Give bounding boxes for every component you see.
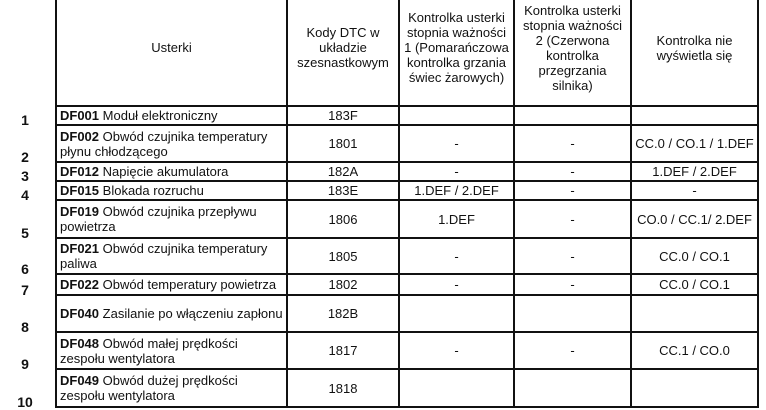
severity-2-cell: - — [514, 125, 631, 162]
severity-1-cell — [399, 369, 514, 407]
severity-1-cell: - — [399, 125, 514, 162]
fault-description: Moduł elektroniczny — [102, 108, 218, 123]
severity-1-cell: - — [399, 162, 514, 181]
fault-code: DF022 — [60, 277, 100, 292]
fault-cell — [56, 295, 287, 332]
row-number: 8 — [21, 319, 29, 335]
fault-description: Obwód małej prędkości zespołu wentylatora — [60, 335, 238, 366]
severity-1-cell — [399, 106, 514, 125]
fault-description: Obwód czujnika temperatury płynu chłodzącego — [60, 128, 268, 159]
header-no-light: Kontrolka nie wyświetla się — [631, 0, 758, 106]
fault-description: Napięcie akumulatora — [102, 164, 229, 179]
fault-description: Obwód dużej prędkości zespołu wentylatora — [60, 373, 238, 403]
fault-cell — [56, 274, 287, 295]
severity-2-cell: - — [514, 332, 631, 369]
severity-1-cell: - — [399, 274, 514, 295]
no-light-cell — [631, 369, 758, 407]
dtc-cell: 183F — [287, 106, 399, 125]
fault-cell — [56, 332, 287, 369]
table-row — [56, 125, 758, 162]
no-light-cell: CC.0 / CO.1 / 1.DEF — [631, 125, 758, 162]
fault-cell — [56, 181, 287, 200]
fault-description: Obwód czujnika temperatury paliwa — [60, 241, 268, 271]
fault-code: DF015 — [60, 183, 100, 198]
fault-description: Obwód czujnika przepływu powietrza — [60, 204, 257, 234]
severity-1-cell: - — [399, 238, 514, 274]
table-row — [56, 162, 758, 181]
severity-2-cell: - — [514, 238, 631, 274]
row-number: 4 — [21, 187, 29, 203]
severity-2-cell: - — [514, 162, 631, 181]
dtc-cell: 183E — [287, 181, 399, 200]
header-dtc: Kody DTC w układzie szesnastkowym — [287, 0, 399, 106]
table-row — [56, 238, 758, 274]
no-light-cell: - — [631, 181, 758, 200]
no-light-cell: CC.0 / CO.1 — [631, 238, 758, 274]
severity-2-cell — [514, 106, 631, 125]
table-row — [56, 295, 758, 332]
fault-description: Blokada rozruchu — [102, 183, 204, 198]
fault-description: Zasilanie po włączeniu zapłonu — [102, 306, 283, 321]
fault-code: DF049 — [60, 373, 100, 388]
dtc-table — [55, 0, 759, 408]
fault-description: Obwód temperatury powietrza — [102, 277, 277, 292]
severity-2-cell: - — [514, 274, 631, 295]
fault-cell — [56, 200, 287, 238]
fault-cell — [56, 238, 287, 274]
header-faults: Usterki — [56, 0, 287, 106]
row-number: 6 — [21, 261, 29, 277]
table-row — [56, 181, 758, 200]
dtc-cell: 182B — [287, 295, 399, 332]
fault-cell — [56, 369, 287, 407]
row-number: 1 — [21, 112, 29, 128]
dtc-cell: 1817 — [287, 332, 399, 369]
no-light-cell: CO.0 / CC.1/ 2.DEF — [631, 200, 758, 238]
table-row — [56, 369, 758, 407]
row-number: 3 — [21, 168, 29, 184]
severity-2-cell: - — [514, 181, 631, 200]
fault-cell — [56, 162, 287, 181]
fault-code: DF048 — [60, 335, 100, 351]
severity-2-cell — [514, 295, 631, 332]
fault-cell — [56, 106, 287, 125]
row-number: 5 — [21, 225, 29, 241]
fault-code: DF002 — [60, 128, 100, 144]
no-light-cell: CC.0 / CO.1 — [631, 274, 758, 295]
row-number: 9 — [21, 356, 29, 372]
header-severity-2: Kontrolka usterki stopnia ważności 2 (Czerwona kontrolka przegrzania silnika) — [514, 0, 631, 106]
severity-1-cell: - — [399, 332, 514, 369]
dtc-cell: 1818 — [287, 369, 399, 407]
dtc-cell: 1801 — [287, 125, 399, 162]
fault-cell — [56, 125, 287, 162]
no-light-cell: CC.1 / CO.0 — [631, 332, 758, 369]
row-number: 2 — [21, 149, 29, 165]
row-number: 7 — [21, 282, 29, 298]
fault-code: DF019 — [60, 204, 100, 219]
row-number: 10 — [17, 394, 33, 410]
severity-1-cell: 1.DEF / 2.DEF — [399, 181, 514, 200]
severity-2-cell: - — [514, 200, 631, 238]
fault-code: DF012 — [60, 164, 100, 179]
severity-2-cell — [514, 369, 631, 407]
no-light-cell — [631, 106, 758, 125]
header-severity-1: Kontrolka usterki stopnia ważności 1 (Pomarańczowa kontrolka grzania świec żarowych) — [399, 0, 514, 106]
table-row — [56, 332, 758, 369]
table-row — [56, 274, 758, 295]
no-light-cell — [631, 295, 758, 332]
dtc-cell: 1806 — [287, 200, 399, 238]
no-light-cell: 1.DEF / 2.DEF — [631, 162, 758, 181]
severity-1-cell: 1.DEF — [399, 200, 514, 238]
fault-code: DF021 — [60, 241, 100, 256]
fault-code: DF040 — [60, 306, 100, 321]
severity-1-cell — [399, 295, 514, 332]
table-row — [56, 106, 758, 125]
dtc-cell: 1802 — [287, 274, 399, 295]
dtc-cell: 1805 — [287, 238, 399, 274]
table-row — [56, 200, 758, 238]
dtc-cell: 182A — [287, 162, 399, 181]
fault-code: DF001 — [60, 108, 100, 123]
